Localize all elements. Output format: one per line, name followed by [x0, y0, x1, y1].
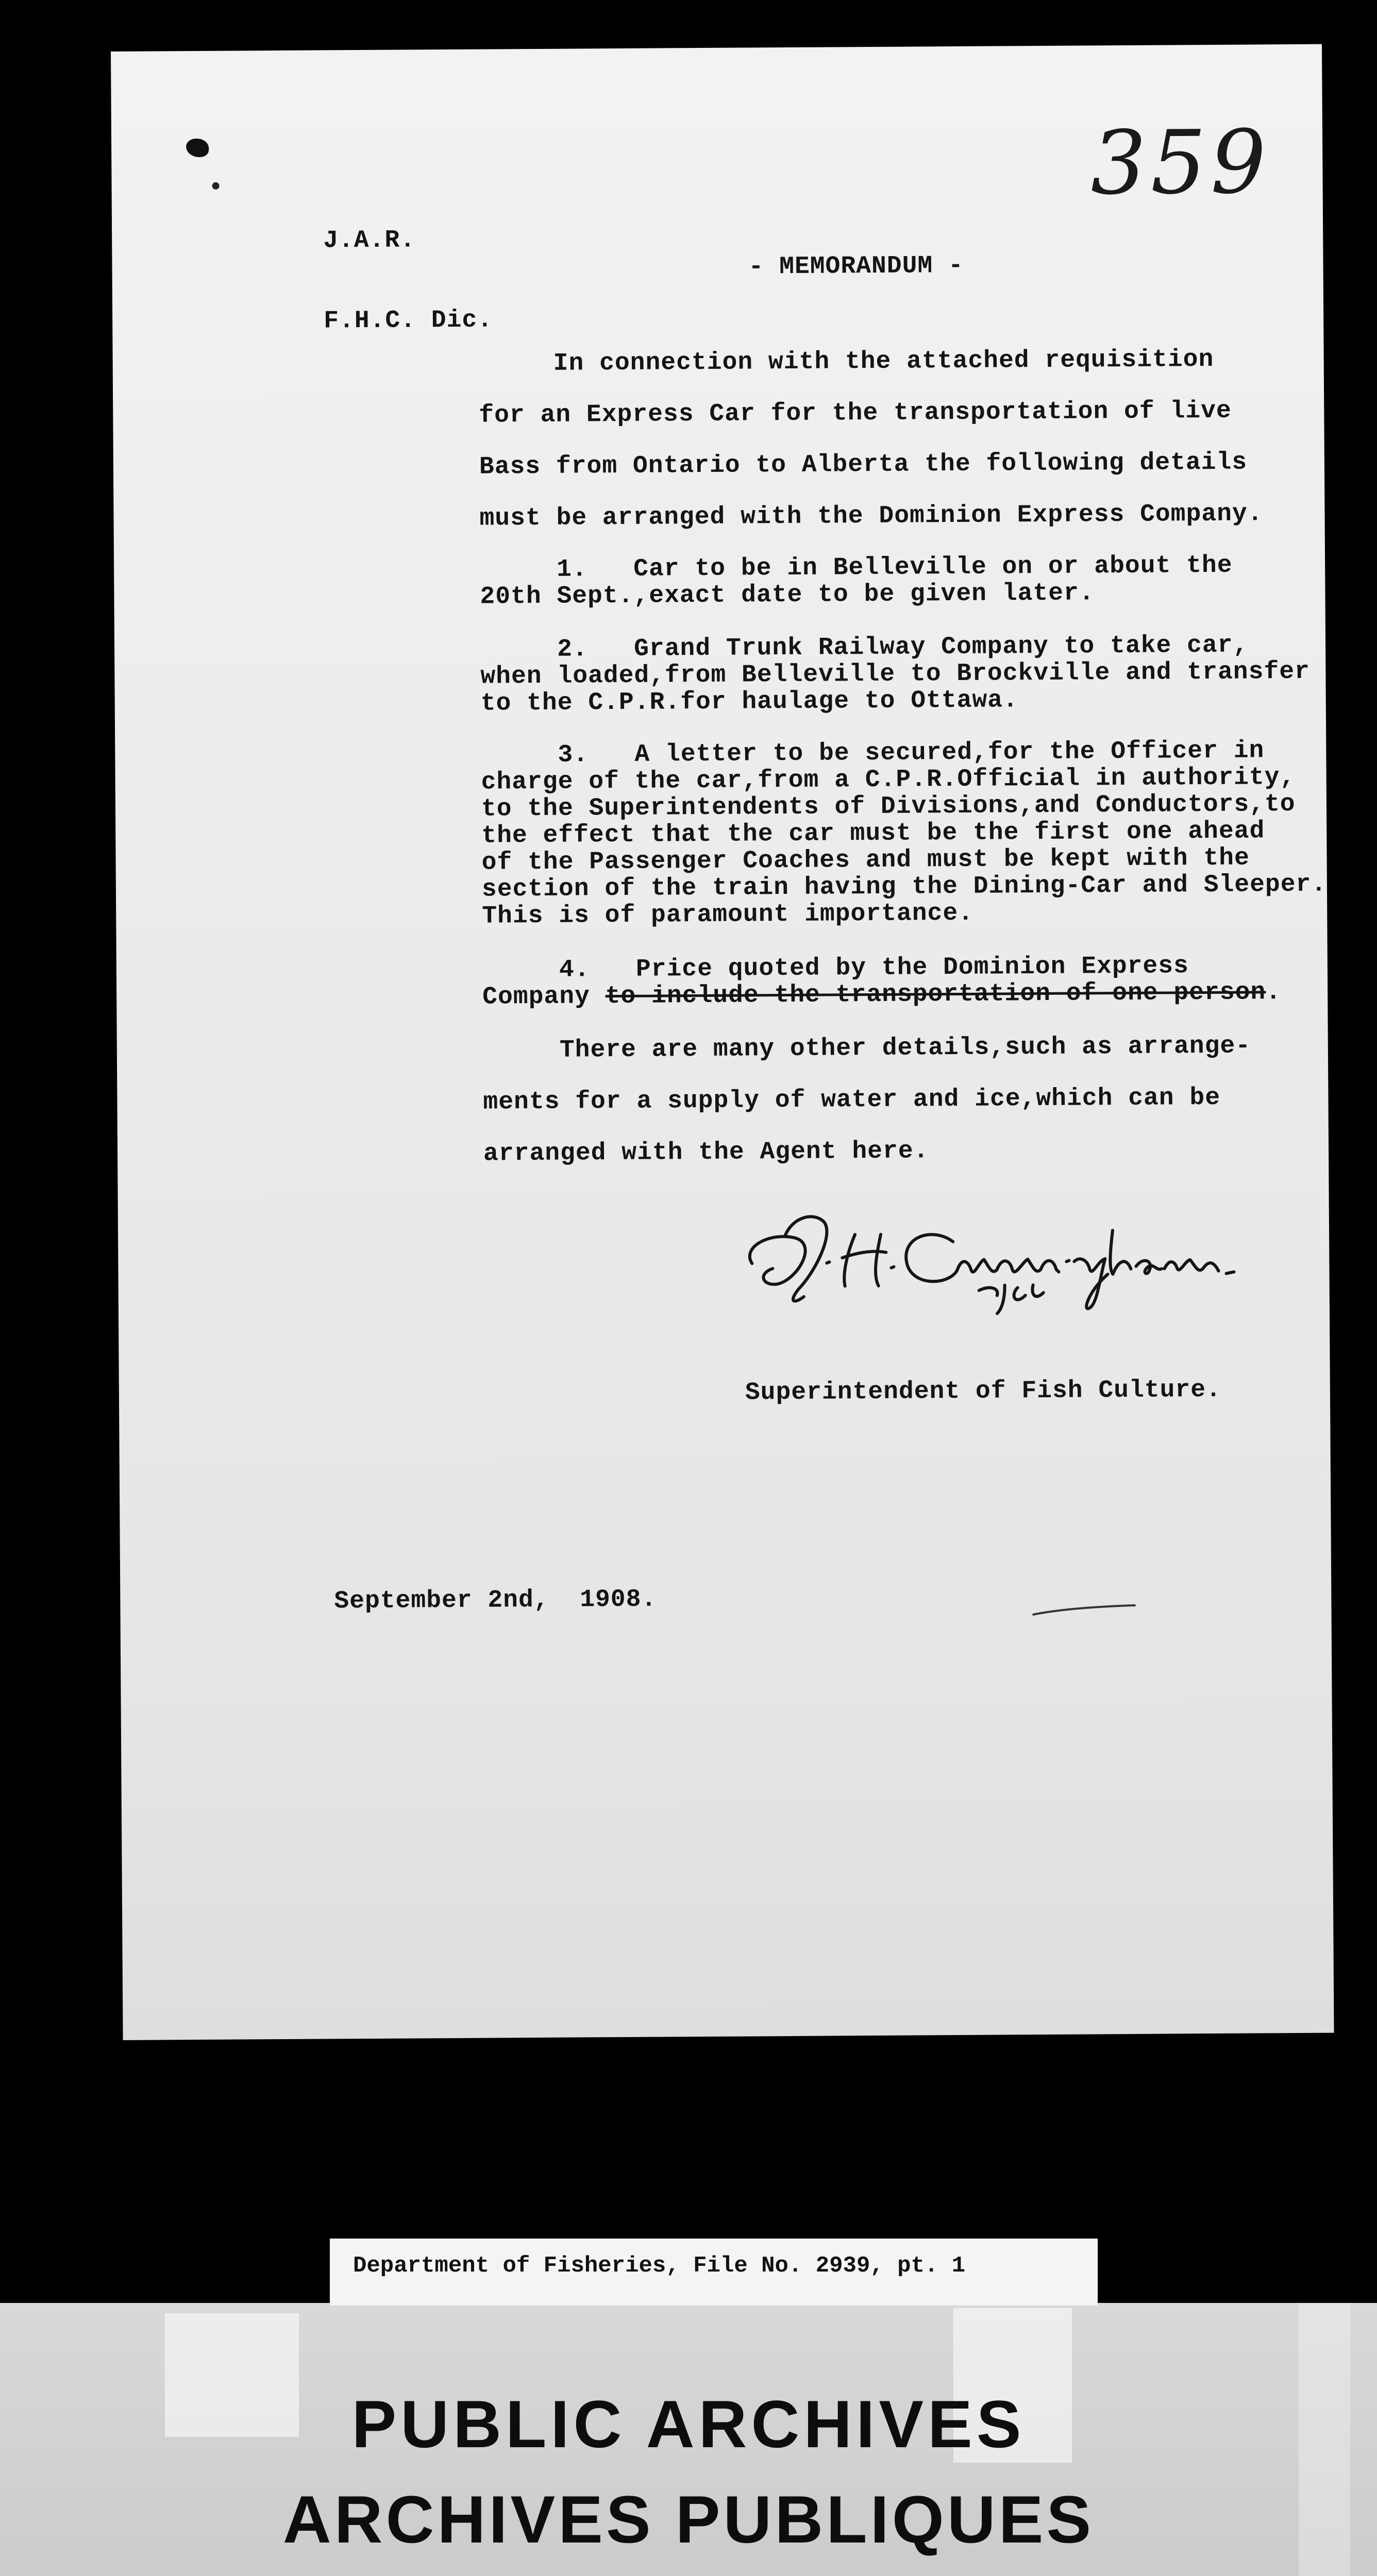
initials-line-1: J.A.R. [323, 226, 416, 255]
item-3-line: to the Superintendents of Divisions,and Conductors,to [481, 790, 1296, 823]
initials-line-2: F.H.C. Dic. [324, 306, 493, 335]
handwritten-page-number: 359 [1090, 111, 1271, 215]
intro-line: for an Express Car for the transportation of live [479, 397, 1232, 430]
intro-line: In connection with the attached requisition [553, 345, 1214, 378]
memorandum-page [111, 44, 1334, 2040]
item-3-line: This is of paramount importance. [482, 899, 974, 930]
item-3-line: section of the train having the Dining-Car and Sleeper. [481, 870, 1327, 904]
signature-title: Superintendent of Fish Culture. [745, 1376, 1222, 1407]
initials-block [323, 173, 493, 388]
item-1-line: 1. Car to be in Belleville on or about the [479, 551, 1233, 584]
intro-line: must be arranged with the Dominion Express Company. [479, 500, 1263, 533]
file-reference-label: Department of Fisheries, File No. 2939, pt. 1 [330, 2239, 1098, 2306]
struck-out-text: to include the transportation of one person [605, 978, 1266, 1011]
ink-blot [186, 139, 209, 157]
item-2-line: 2. Grand Trunk Railway Company to take car, [480, 631, 1249, 664]
item-2-line: when loaded,from Belleville to Brockville and transfer [480, 657, 1311, 691]
item-4-period: . [1266, 978, 1282, 1007]
memo-date: September 2nd, 1908. [334, 1585, 657, 1616]
stamp-archives-publiques: ARCHIVES PUBLIQUES [282, 2482, 1095, 2557]
item-4-line: 4. Price quoted by the Dominion Express [482, 952, 1189, 985]
pen-mark [1027, 1601, 1140, 1622]
stamp-public-archives: PUBLIC ARCHIVES [351, 2386, 1026, 2462]
ink-dot [212, 182, 220, 190]
closing-line: arranged with the Agent here. [483, 1137, 929, 1168]
item-4-company: Company [482, 982, 606, 1011]
intro-line: Bass from Ontario to Alberta the following details [479, 448, 1248, 481]
item-1-line: 20th Sept.,exact date to be given later. [480, 579, 1095, 611]
item-2-line: to the C.P.R.for haulage to Ottawa. [480, 686, 1019, 718]
item-4-line-2 [482, 979, 1281, 1010]
item-3-line: of the Passenger Coaches and must be kept with the [481, 844, 1250, 877]
handwritten-signature [736, 1183, 1252, 1331]
item-3-line: 3. A letter to be secured,for the Officer in [481, 737, 1265, 770]
item-3-line: the effect that the car must be the first one ahead [481, 817, 1265, 850]
item-3-line: charge of the car,from a C.P.R.Official in authority, [481, 763, 1296, 796]
closing-line: There are many other details,such as arrange- [482, 1032, 1251, 1065]
archive-stamp-card [0, 2303, 1377, 2576]
memo-heading: - MEMORANDUM - [748, 251, 964, 281]
closing-line: ments for a supply of water and ice,which can be [483, 1083, 1221, 1116]
